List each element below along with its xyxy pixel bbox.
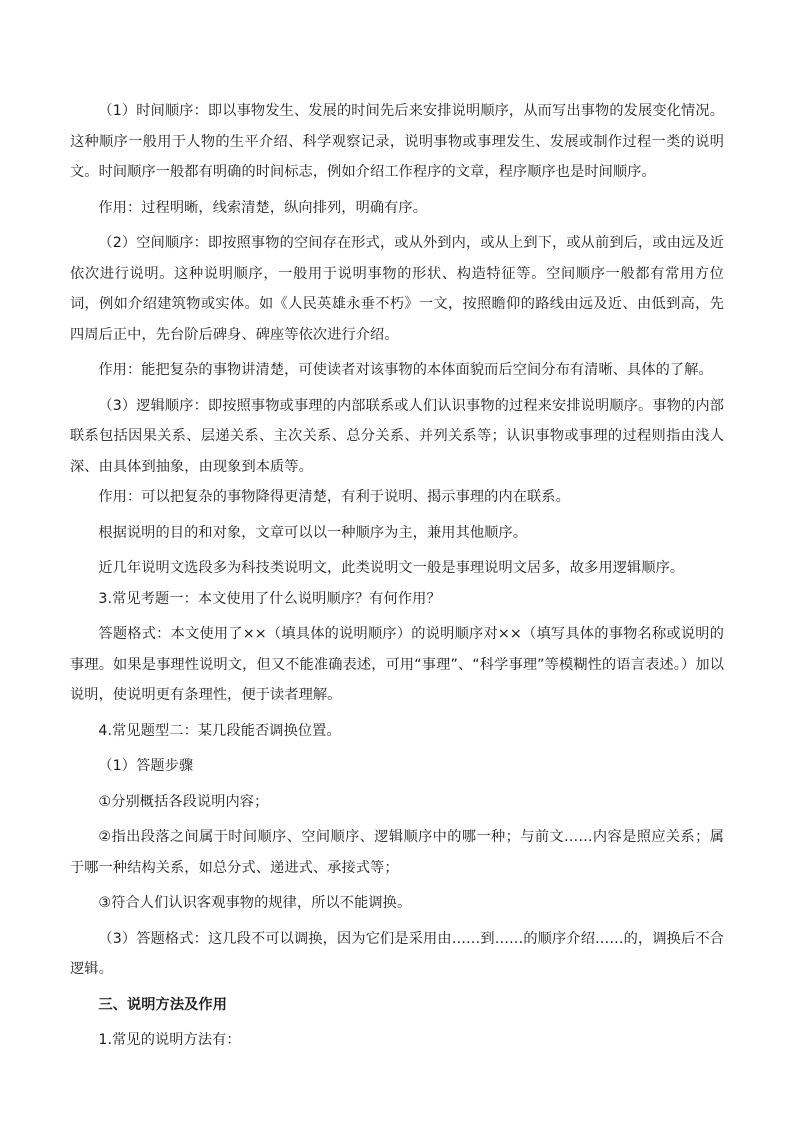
paragraph-step-one: ①分别概括各段说明内容； bbox=[98, 793, 269, 810]
paragraph-step-two: ②指出段落之间属于时间顺序、空间顺序、逻辑顺序中的哪一种；与前文……内容是照应关系；属于哪一种结构关系，如总分式、递进式、承接式等； bbox=[70, 829, 724, 876]
paragraph-recent-trend: 近几年说明文选段多为科技类说明文，此类说明文一般是事理说明文居多，故多用逻辑顺序。 bbox=[98, 560, 685, 576]
paragraph-time-effect: 作用：过程明晰，线索清楚，纵向排列，明确有序。 bbox=[98, 199, 428, 216]
paragraph-time-order: （1）时间顺序：即以事物发生、发展的时间先后来安排说明顺序，从而写出事物的发展变化情况。这种顺序一般用于人物的生平介绍、科学观察记录，说明事物或事理发生、发展或制作过程一类的说明文。时间顺序一般都有明确的时间标志，例如介绍工作程序的文章，程序顺序也是时间顺序。 bbox=[70, 103, 724, 180]
paragraph-question-one: 3.常见考题一：本文使用了什么说明顺序？有何作用？ bbox=[98, 590, 441, 607]
paragraph-answer-format: 答题格式：本文使用了××（填具体的说明顺序）的说明顺序对××（填写具体的事物名称或说明的事理。如果是事理性说明文，但又不能准确表述，可用“事理”、“科学事理”等模糊性的语言表述。）加以说明，使说明更有条理性，便于读者理解。 bbox=[70, 626, 724, 703]
paragraph-step-three: ③符合人们认识客观事物的规律，所以不能调换。 bbox=[98, 895, 412, 911]
paragraph-question-two: 4.常见题型二：某几段能否调换位置。 bbox=[98, 722, 341, 739]
paragraph-logic-order: （3）逻辑顺序：即按照事物或事理的内部联系或人们认识事物的过程来安排说明顺序。事物的内部联系包括因果关系、层递关系、主次关系、总分关系、并列关系等；认识事物或事理的过程则指由浅人深、由具体到抽象，由现象到本质等。 bbox=[70, 397, 724, 475]
paragraph-order-choice: 根据说明的目的和对象，文章可以以一种顺序为主，兼用其他顺序。 bbox=[98, 524, 528, 541]
paragraph-answer-template: （3）答题格式：这几段不可以调换，因为它们是采用由……到……的顺序介绍……的，调换后不合逻辑。 bbox=[70, 930, 724, 977]
paragraph-methods-intro: 1.常见的说明方法有： bbox=[98, 1032, 241, 1048]
paragraph-answer-steps: （1）答题步骤 bbox=[98, 758, 194, 774]
document-body bbox=[70, 96, 724, 1056]
paragraph-logic-effect: 作用：可以把复杂的事物降得更清楚，有利于说明、揭示事理的内在联系。 bbox=[98, 489, 570, 505]
section-heading-methods: 三、说明方法及作用 bbox=[98, 996, 227, 1013]
paragraph-space-order: （2）空间顺序：即按照事物的空间存在形式，或从外到内，或从上到下，或从前到后，或由远及近依次进行说明。这种说明顺序，一般用于说明事物的形状、构造特征等。空间顺序一般都有常用方位词，例如介绍建筑物或实体。如《人民英雄永垂不朽》一文，按照瞻仰的路线由远及近、由低到高，先四周后正中，先台阶后碑身、碑座等依次进行介绍。 bbox=[70, 235, 724, 343]
paragraph-space-effect: 作用：能把复杂的事物讲清楚，可使读者对该事物的本体面貌而后空间分布有清晰、具体的了解。 bbox=[98, 362, 713, 378]
